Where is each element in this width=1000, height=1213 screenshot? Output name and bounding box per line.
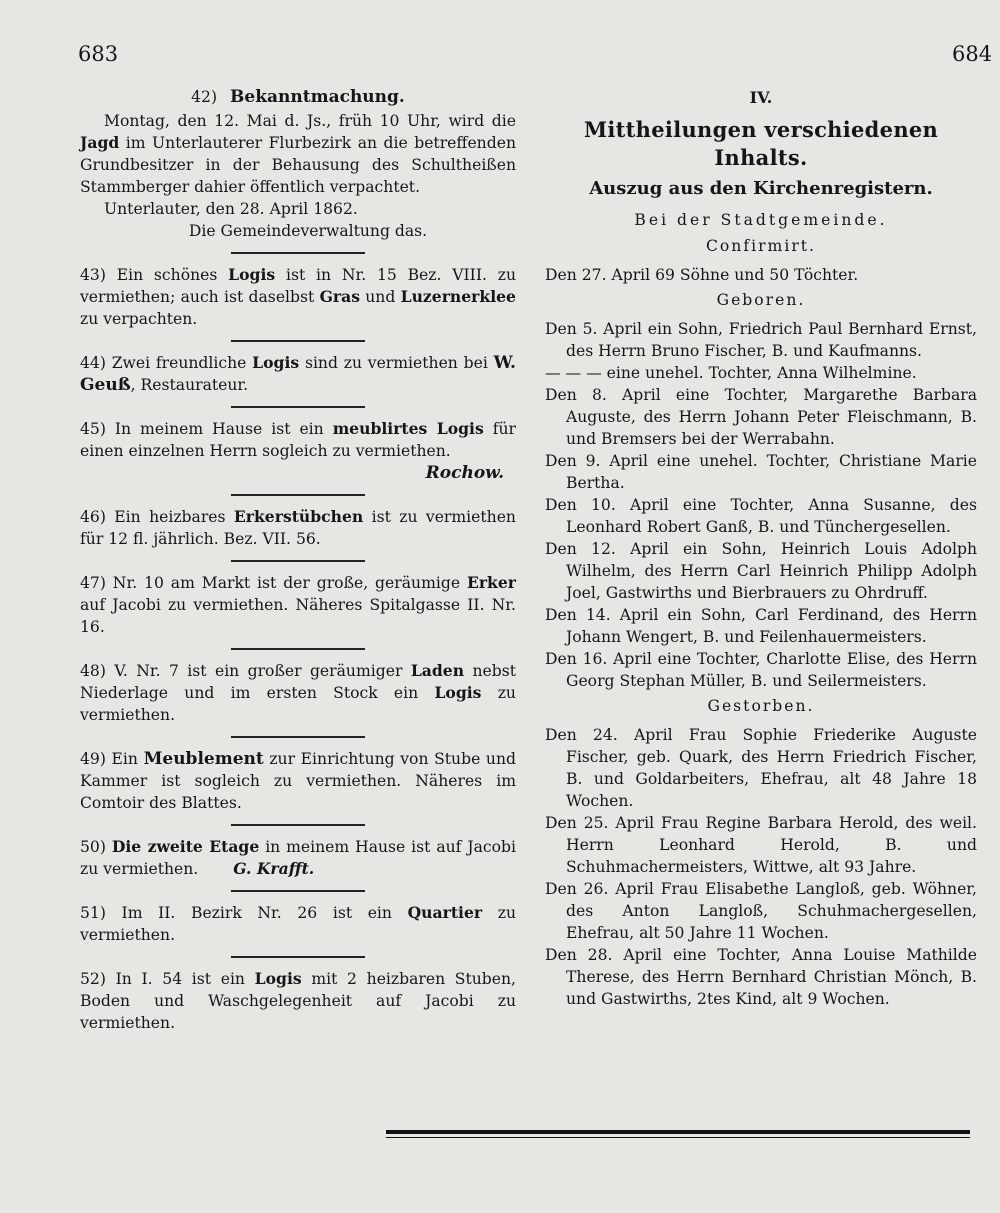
- notice-48-text-c: zu vermiethen.: [80, 684, 516, 724]
- notice-51-text-b: zu vermiethen.: [80, 904, 516, 944]
- separator: [231, 736, 365, 738]
- notice-50-text-a: 50): [80, 838, 106, 856]
- separator: [231, 890, 365, 892]
- notice-42-place-date: Unterlauter, den 28. April 1862.: [104, 200, 358, 218]
- birth-entry: Den 10. April eine Tochter, Anna Susanne, des Leonhard Robert Ganß, B. und Tünchergesellen.: [545, 496, 977, 536]
- notice-43-text-d: zu verpachten.: [80, 310, 198, 328]
- section-number: IV.: [749, 88, 773, 107]
- birth-entry: Den 8. April eine Tochter, Margarethe Barbara Auguste, des Herrn Johann Peter Fleischmann, B. und Bremsers bei der Werrabahn.: [545, 386, 977, 448]
- notice-50-signature: G. Krafft.: [233, 859, 315, 878]
- notice-52-bold: Logis: [254, 969, 302, 988]
- notice-44-text-a: 44) Zwei freundliche: [80, 354, 247, 372]
- confirmirt-heading: Confirmirt.: [705, 237, 817, 255]
- notice-46-text-a: 46) Ein heizbares: [80, 508, 226, 526]
- separator: [231, 560, 365, 562]
- notice-49-bold: Meublement: [143, 749, 264, 769]
- death-entry: Den 26. April Frau Elisabethe Langloß, geb. Wöhner, des Anton Langloß, Schuhmachergesellen, Ehefrau, alt 50 Jahre 11 Wochen.: [545, 880, 977, 942]
- notice-46: [80, 506, 516, 550]
- notice-51-bold: Quartier: [407, 903, 483, 922]
- birth-entry: Den 16. April eine Tochter, Charlotte Elise, des Herrn Georg Stephan Müller, B. und Seilermeisters.: [545, 650, 977, 690]
- right-page-number: 684: [952, 42, 993, 66]
- gestorben-heading: Gestorben.: [707, 697, 815, 715]
- death-entry: Den 24. April Frau Sophie Friederike Auguste Fischer, geb. Quark, des Herrn Friedrich Fischer, B. und Goldarbeiters, Ehefrau, alt 48 Jahre 18 Wochen.: [545, 726, 977, 810]
- notice-48-bold-b: Logis: [434, 683, 482, 702]
- notice-49-text-b: zur Einrichtung von Stube und Kammer ist sogleich zu vermiethen. Näheres im Comtoir des Blattes.: [80, 750, 516, 812]
- notice-51-text-a: 51) Im II. Bezirk Nr. 26 ist ein: [80, 904, 392, 922]
- notice-44-text-b: sind zu vermiethen bei: [304, 354, 488, 372]
- notice-46-text-b: ist zu vermiethen für 12 fl. jährlich. Bez. VII. 56.: [80, 508, 516, 548]
- right-column: [545, 86, 977, 1010]
- birth-entry: Den 9. April eine unehel. Tochter, Christiane Marie Bertha.: [545, 452, 977, 492]
- notice-46-bold: Erkerstübchen: [233, 507, 364, 526]
- separator: [231, 494, 365, 496]
- notice-42: [80, 86, 516, 242]
- death-entry: Den 25. April Frau Regine Barbara Herold, des weil. Herrn Leonhard Herold, B. und Schuhmachermeisters, Wittwe, alt 93 Jahre.: [545, 814, 977, 876]
- notice-42-text-a: Montag, den 12. Mai d. Js., früh 10 Uhr, wird die: [104, 112, 516, 130]
- birth-entry: — — — eine unehel. Tochter, Anna Wilhelmine.: [545, 364, 917, 382]
- notice-50-bold: Die zweite Etage: [111, 837, 260, 856]
- notice-42-signature: Die Gemeindeverwaltung das.: [188, 222, 428, 240]
- birth-entry: Den 14. April ein Sohn, Carl Ferdinand, des Herrn Johann Wengert, B. und Feilenhauermeisters.: [545, 606, 977, 646]
- notice-47-text-a: 47) Nr. 10 am Markt ist der große, geräumige: [80, 574, 461, 592]
- notice-50-text-b: in meinem Hause ist auf Jacobi zu vermiethen.: [80, 838, 516, 878]
- separator: [231, 956, 365, 958]
- separator: [231, 824, 365, 826]
- notice-43-text-c: und: [365, 288, 396, 306]
- notice-48: [80, 660, 516, 726]
- left-column: [80, 86, 516, 1034]
- notice-45-bold: meublirtes Logis: [332, 419, 484, 438]
- notice-52-text-a: 52) In I. 54 ist ein: [80, 970, 245, 988]
- notice-45: [80, 418, 516, 484]
- confirmirt-entry: Den 27. April 69 Söhne und 50 Töchter.: [545, 266, 859, 284]
- notice-42-text-b: im Unterlauterer Flurbezirk an die betreffenden Grundbesitzer in der Behausung des Schultheißen Stammberger dahier öffentlich verpachtet.: [80, 134, 516, 196]
- notice-43-bold-a: Logis: [228, 265, 276, 284]
- notice-49: [80, 748, 516, 814]
- notice-45-text-b: für einen einzelnen Herrn sogleich zu vermiethen.: [80, 420, 516, 460]
- notice-48-text-a: 48) V. Nr. 7 ist ein großer geräumiger: [80, 662, 403, 680]
- notice-48-text-b: nebst Niederlage und im ersten Stock ein: [80, 662, 516, 702]
- notice-45-signature: Rochow.: [425, 463, 504, 483]
- separator: [231, 648, 365, 650]
- notice-49-text-a: 49) Ein: [80, 750, 138, 768]
- death-entry: Den 28. April eine Tochter, Anna Louise Mathilde Therese, des Herrn Bernhard Christian Mönch, B. und Gastwirths, 2tes Kind, alt 9 Wochen.: [545, 946, 977, 1008]
- notice-44-bold-b: W. Geuß: [80, 353, 516, 395]
- notice-50: [80, 836, 516, 880]
- notice-52-text-b: mit 2 heizbaren Stuben, Boden und Waschgelegenheit auf Jacobi zu vermiethen.: [80, 970, 517, 1032]
- birth-entry: Den 12. April ein Sohn, Heinrich Louis Adolph Wilhelm, des Herrn Carl Heinrich Philipp Adolph Joel, Gastwirths und Bierbrauers zu Ohrdruff.: [545, 540, 977, 602]
- notice-45-text-a: 45) In meinem Hause ist ein: [80, 420, 324, 438]
- separator: [231, 252, 365, 254]
- section-subtitle: Auszug aus den Kirchenregistern.: [589, 178, 933, 199]
- notice-42-number: 42): [191, 88, 218, 106]
- notice-44-text-c: , Restaurateur.: [130, 376, 249, 394]
- notice-43-bold-b: Gras: [319, 287, 360, 306]
- section-title: Mittheilungen verschiedenen Inhalts.: [583, 117, 939, 170]
- area-heading: Bei der Stadtgemeinde.: [634, 211, 888, 229]
- notice-43-text-a: 43) Ein schönes: [80, 266, 218, 284]
- notice-42-bold: Jagd: [80, 133, 120, 152]
- notice-44: [80, 352, 516, 396]
- birth-entry: Den 5. April ein Sohn, Friedrich Paul Bernhard Ernst, des Herrn Bruno Fischer, B. und Kaufmanns.: [545, 320, 977, 360]
- notice-43: [80, 264, 516, 330]
- bottom-double-rule: [386, 1130, 970, 1138]
- notice-47-bold: Erker: [466, 573, 516, 592]
- notice-43-bold-c: Luzernerklee: [400, 287, 516, 306]
- notice-42-title: Bekanntmachung.: [230, 87, 405, 107]
- notice-52: [80, 968, 516, 1034]
- notice-43-text-b: ist in Nr. 15 Bez. VIII. zu vermiethen; auch ist daselbst: [80, 266, 516, 306]
- notice-44-bold-a: Logis: [252, 353, 300, 372]
- notice-48-bold-a: Laden: [410, 661, 465, 680]
- notice-47: [80, 572, 516, 638]
- separator: [231, 406, 365, 408]
- notice-51: [80, 902, 516, 946]
- geboren-heading: Geboren.: [716, 291, 806, 309]
- left-page-number: 683: [78, 42, 119, 66]
- separator: [231, 340, 365, 342]
- notice-47-text-b: auf Jacobi zu vermiethen. Näheres Spitalgasse II. Nr. 16.: [80, 596, 516, 636]
